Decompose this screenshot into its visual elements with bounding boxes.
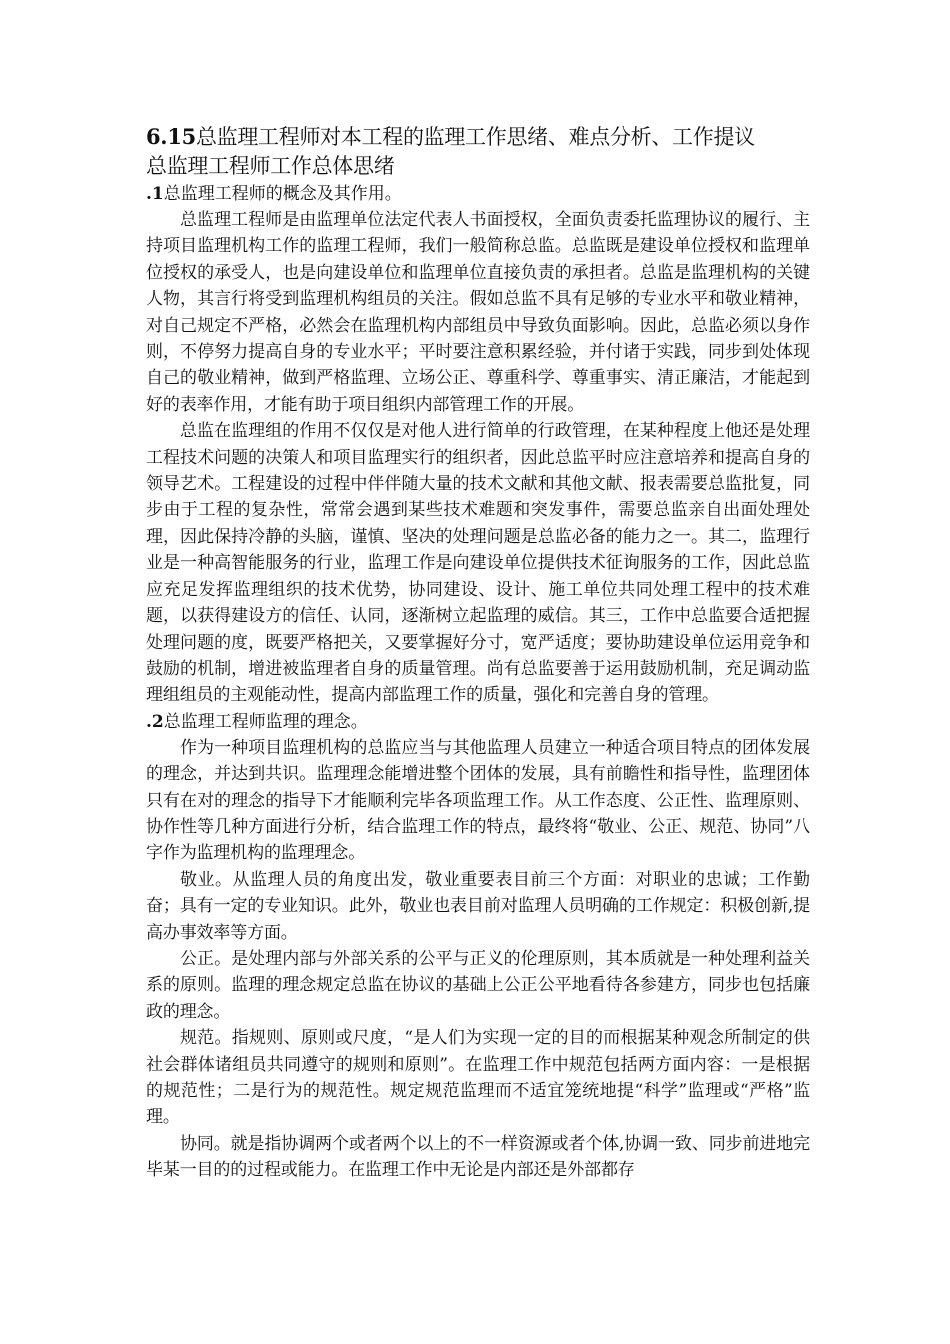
section-title: 总监理工程师的概念及其作用。	[163, 184, 402, 204]
paragraph: 总监理工程师是由监理单位法定代表人书面授权，全面负责委托监理协议的履行、主持项目监理机构工作的监理工程师，我们一般简称总监。总监既是建设单位授权和监理单位授权的承受人，也是向建设单位和监理单位直接负责的承担者。总监是监理机构的关键人物，其言行将受到监理机构组员的关注。假如总监不具有足够的专业水平和敬业精神，对自己规定不严格，必然会在监理机构内部组员中导致负面影响。因此，总监必须以身作则，不停努力提高自身的专业水平；平时要注意积累经验，并付诸于实践，同步到处体现自己的敬业精神，做到严格监理、立场公正、尊重科学、尊重事实、清正廉洁，才能起到好的表率作用，才能有助于项目组织内部管理工作的开展。	[146, 210, 810, 415]
paragraph: 公正。是处理内部与外部关系的公平与正义的伦理原则，其本质就是一种处理利益关系的原则。监理的理念规定总监在协议的基础上公正公平地看待各参建方，同步也包括廉政的理念。	[146, 948, 810, 1022]
section-title: 总监理工程师监理的理念。	[163, 711, 368, 732]
section-heading	[146, 709, 810, 735]
paragraph: 敬业。从监理人员的角度出发，敬业重要表目前三个方面：对职业的忠诚；工作勤奋；具有一定的专业知识。此外，敬业也表目前对监理人员明确的工作规定：积极创新,提高办事效率等方面。	[146, 869, 810, 943]
section-number: .2	[146, 711, 164, 732]
section-number: .1	[146, 184, 164, 204]
paragraph: 作为一种项目监理机构的总监应当与其他监理人员建立一种适合项目特点的团体发展的理念，并达到共识。监理理念能增进整个团体的发展，具有前瞻性和指导性，监理团体只有在对的理念的指导下才能顺利完毕各项监理工作。从工作态度、公正性、监理原则、协作性等几种方面进行分析，结合监理工作的特点，最终将“敬业、公正、规范、协同”八字作为监理机构的监理理念。	[146, 737, 810, 864]
paragraph: 总监在监理组的作用不仅仅是对他人进行简单的行政管理，在某种程度上他还是处理工程技术问题的决策人和项目监理实行的组织者，因此总监平时应注意培养和提高自身的领导艺术。工程建设的过程中伴伴随大量的技术文献和其他文献、报表需要总监批复，同步由于工程的复杂性，常常会遇到某些技术难题和突发事件，需要总监亲自出面处理处理，因此保持冷静的头脑，谨慎、坚决的处理问题是总监必备的能力之一。其二，监理行业是一种高智能服务的行业，监理工作是向建设单位提供技术征询服务的工作，因此总监应充足发挥监理组织的技术优势，协同建设、设计、施工单位共同处理工程中的技术难题，以获得建设方的信任、认同，逐渐树立起监理的威信。其三，工作中总监要合适把握处理问题的度，既要严格把关，又要掌握好分寸，宽严适度；要协助建设单位运用竞争和鼓励的机制，增进被监理者自身的质量管理。尚有总监要善于运用鼓励机制，充足调动监理组组员的主观能动性，提高内部监理工作的质量，强化和完善自身的管理。	[146, 421, 810, 706]
section-heading	[146, 181, 810, 207]
paragraph: 规范。指规则、原则或尺度，“是人们为实现一定的目的而根据某种观念所制定的供社会群体诸组员共同遵守的规则和原则”。在监理工作中规范包括两方面内容：一是根据的规范性；二是行为的规范性。规定规范监理而不适宜笼统地提“科学”监理或“严格”监理。	[146, 1028, 810, 1128]
document-subtitle: 总监理工程师工作总体思绪	[146, 154, 395, 178]
title-number: 6.15	[146, 124, 196, 149]
document-page	[146, 122, 810, 1184]
paragraph: 协同。就是指协调两个或者两个以上的不一样资源或者个体,协调一致、同步前进地完毕某一目的的过程或能力。在监理工作中无论是内部还是外部都存	[146, 1133, 810, 1181]
document-title	[146, 122, 810, 152]
title-text: 总监理工程师对本工程的监理工作思绪、难点分析、工作提议	[195, 125, 755, 149]
